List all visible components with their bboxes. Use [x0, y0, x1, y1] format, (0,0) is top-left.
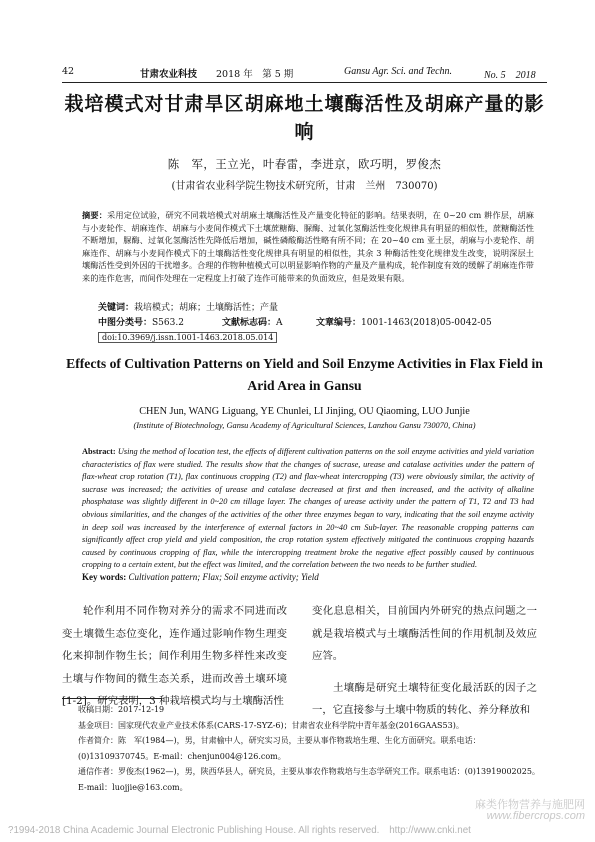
article-number [316, 315, 492, 328]
watermark-url: www.fibercrops.com [486, 810, 585, 822]
header-rule [62, 82, 547, 83]
affiliation-cn: (甘肃省农业科学院生物技术研究所，甘肃 兰州 730070) [171, 181, 438, 192]
abstract-en-text: Using the method of location test, the effects of different cultivation patterns on the soil enzyme activities and yield variation characteristics of flax were studied. The results show that the changes of sucrase, urease and catalase activities under the pattern of flax-wheat crop rotation (T1), flax continuous cropping (T2) and flax-wheat intercropping (T3) were obviously similar, the activity of sucrase was increased; the activities of urease and catalase decreased at first and then increased, and the activity of alkaline phosphatase was slightly different in 0~20 cm tillage layer. The changes of urease activity under the pattern of T1, T2 and T3 had obvious similarities, and the changes of the activities of the other three enzymes began to vary, indicating that the soil enzyme activity in deep soil was increased by the interference of external factors in 20~40 cm Sub-layer. The reasonable cropping patterns can significantly affect crop yield and yield composition, the crop rotation system effectively mitigated the continuous cropping hazards caused by continuous cropping of flax, while the intercropping treatment broke the negative effect possibly caused by continuous cropping to a certain extent, but the effect was limited, and the correlation between the two needs to be further studied. [82, 447, 534, 570]
affiliation-en: (Institute of Biotechnology, Gansu Academy of Agricultural Sciences, Lanzhou Gansu 730070, China) [133, 421, 476, 430]
copyright-footer: ?1994-2018 China Academic Journal Electronic Publishing House. All rights reserved. http://www.cnki.net [8, 825, 471, 836]
clc-label: 中图分类号： [98, 318, 153, 328]
doi[interactable]: doi:10.3969/j.issn.1001-1463.2018.05.014 [98, 332, 277, 343]
footnotes [78, 702, 548, 795]
authors-en: CHEN Jun, WANG Liguang, YE Chunlei, LI Jinjing, OU Qiaoming, LUO Junjie [139, 406, 470, 417]
keywords-cn-text: 栽培模式；胡麻；土壤酶活性；产量 [134, 303, 279, 313]
note-funding: 基金项目：国家现代农业产业技术体系(CARS-17-SYZ-6)；甘肃省农业科学院中青年基金(2016GAAS53)。 [78, 720, 464, 730]
note-author-intro: 作者简介：陈 军(1984—)，男，甘肃榆中人，研究实习员，主要从事作物栽培生理、生化方面研究。联系电话：(0)13109370745。E-mail：chenjun004@126.com。 [78, 736, 481, 761]
article-number-label: 文章编号： [316, 318, 362, 328]
abstract-cn-text: 采用定位试验，研究不同栽培模式对胡麻土壤酶活性及产量变化特征的影响。结果表明，在 0~20 cm 耕作层，胡麻与小麦轮作、胡麻连作、胡麻与小麦间作模式下土壤蔗糖酶、脲酶、过氧化氢酶活性变化规律具有明显的相似性，蔗糖酶活性不断增加，脲酶、过氧化氢酶活性先降低后增加，碱性磷酸酶活性略有所不同；在 20~40 cm 亚土层，胡麻与小麦轮作、胡麻连作、胡麻与小麦间作模式下的土壤酶活性变化规律具有明显的相似性，其余 3 种酶活性变化规律发生改变，说明深层土壤酶活性受到外因的干扰增多。合理的作物种植模式可以明显影响作物的产量及产量构成，轮作制度有效的缓解了胡麻连作带来的连作危害，而间作处理在一定程度上打破了连作可能带来的负面效应，但是效果有限。 [82, 210, 534, 283]
keywords-en-label: Key words: [82, 572, 127, 582]
journal-name-cn: 甘肃农业科技 [140, 69, 198, 80]
keywords-en [82, 572, 319, 582]
document-code-label: 文献标志码： [222, 318, 277, 328]
abstract-cn-label: 摘要： [82, 210, 108, 220]
abstract-en [82, 446, 534, 572]
title-cn: 栽培模式对甘肃旱区胡麻地土壤酶活性及胡麻产量的影响 [64, 93, 545, 143]
year-issue-cn: 2018 年 第 5 期 [216, 69, 294, 80]
body-right-paragraph-2: 土壤酶是研究土壤特征变化最活跃的因子之一，它直接参与土壤中物质的转化、养分释放和 [312, 681, 537, 716]
abstract-en-label: Abstract: [82, 447, 116, 456]
note-received: 收稿日期：2017-12-19 [78, 705, 165, 714]
note-corresponding: 通信作者：罗俊杰(1962—)，男，陕西华县人，研究员，主要从事农作物栽培与生态学研究工作。联系电话：(0)13919002025。E-mail：luojjie@163.com。 [78, 767, 540, 792]
clc-value: S563.2 [152, 318, 184, 328]
clc-code [98, 315, 184, 328]
keywords-cn-label: 关键词： [98, 303, 135, 313]
issue-en: No. 5 2018 [484, 70, 536, 81]
keywords-en-text: Cultivation pattern; Flax; Soil enzyme activity; Yield [128, 572, 319, 582]
abstract-cn [82, 209, 534, 285]
footnote-rule [62, 698, 162, 699]
body-right-paragraph-1: 变化息息相关，目前国内外研究的热点问题之一就是栽培模式与土壤酶活性间的作用机制及效应应答。 [312, 605, 537, 662]
keywords-cn [98, 300, 278, 313]
document-code-value: A [276, 318, 283, 328]
article-number-value: 1001-1463(2018)05-0042-05 [361, 318, 492, 328]
journal-name-en: Gansu Agr. Sci. and Techn. [344, 66, 453, 77]
watermark-cn: 麻类作物营养与施肥网 [475, 799, 585, 811]
body-left-column: 轮作利用不同作物对养分的需求不同进而改变土壤微生态位变化，连作通过影响作物生理变化来抑制作物生长；间作利用生物多样性来改变土壤与作物间的微生态关系，进而改善土壤环境[1-2]。研究表明，3 种栽培模式均与土壤酶活性 [62, 605, 287, 707]
title-en: Effects of Cultivation Patterns on Yield and Soil Enzyme Activities in Flax Field in Arid Area in Gansu [66, 356, 543, 393]
page-number: 42 [62, 66, 75, 77]
authors-cn: 陈 军，王立光，叶春雷，李进京，欧巧明，罗俊杰 [167, 157, 442, 171]
document-code [222, 315, 283, 328]
